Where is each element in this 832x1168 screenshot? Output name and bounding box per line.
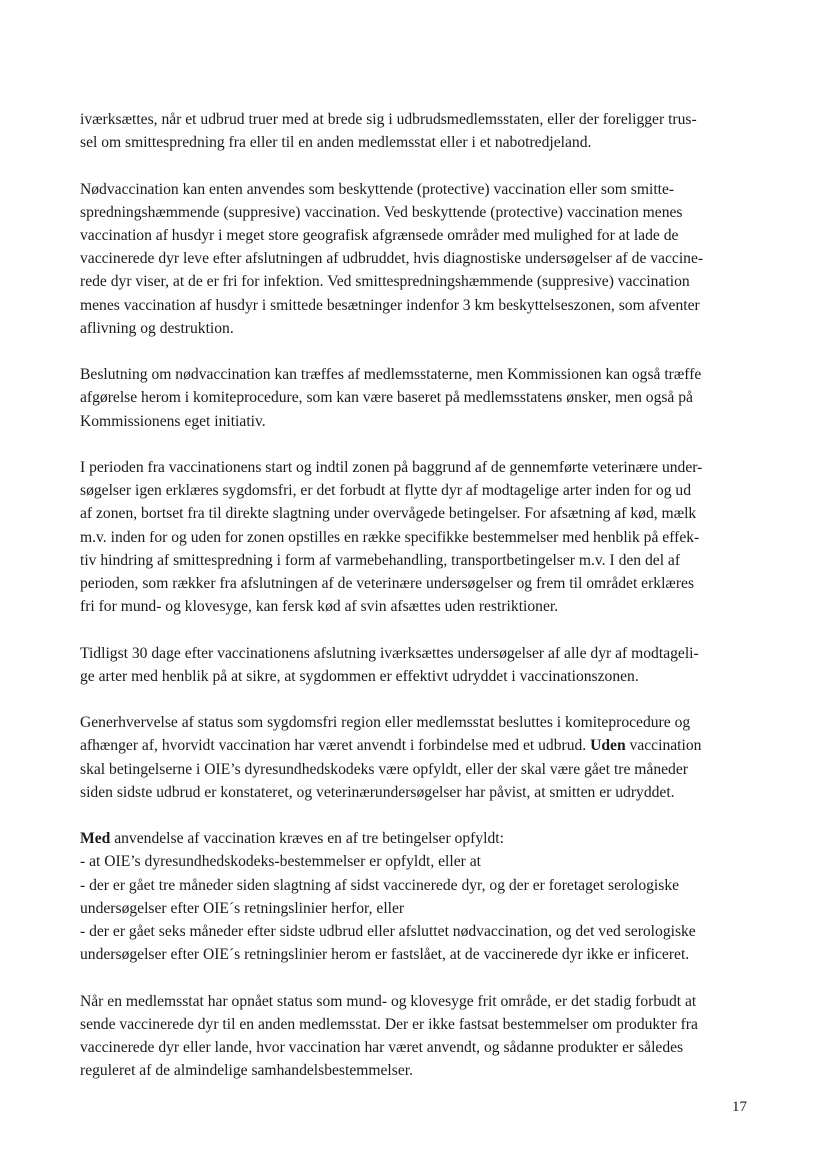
bold-keyword-med: Med [80,830,111,848]
text-line: vaccinerede dyr leve efter afslutningen af udbruddet, hvis diagnostiske undersøgelser af de vaccine- [80,250,704,268]
text-line: aflivning og destruktion. [80,319,234,337]
list-item: - at OIE’s dyresundhedskodeks-bestemmelser er opfyldt, eller at [80,853,481,871]
text-segment: anvendelse af vaccination kræves en af tre betingelser opfyldt: [114,830,504,848]
text-line: Beslutning om nødvaccination kan træffes af medlemsstaterne, men Kommissionen kan også træffe [80,366,702,384]
text-line [80,734,760,757]
paragraph-2 [80,178,760,340]
text-line: vaccination af husdyr i meget store geografisk afgrænsede områder med mulighed for at lade de [80,227,679,244]
text-line: søgelser igen erklæres sygdomsfri, er det forbudt at flytte dyr af modtagelige arter inden for og ud [80,482,692,500]
text-line: reguleret af de almindelige samhandelsbestemmelser. [80,1062,413,1080]
text-line: af zonen, bortset fra til direkte slagtning under overvågede betingelser. For afsætning af kød, mælk [80,505,697,523]
paragraph-1 [80,108,760,154]
document-body [80,108,760,1106]
text-line: siden sidste udbrud er konstateret, og veterinærundersøgelser har påvist, at smitten er udryddet. [80,783,675,801]
paragraph-5 [80,642,760,688]
list-item: - der er gået tre måneder siden slagtning af sidst vaccinerede dyr, og der er foretaget serologiske [80,876,680,894]
text-line: Tidligst 30 dage efter vaccinationens afslutning iværksættes undersøgelser af alle dyr af modtageli- [80,644,699,662]
text-line: fri for mund- og klovesyge, kan fersk kød af svin afsættes uden restriktioner. [80,598,559,616]
text-line [80,827,760,850]
text-line: spredningshæmmende (suppresive) vaccination. Ved beskyttende (protective) vaccination menes [80,203,683,221]
text-line: afgørelse herom i komiteprocedure, som kan være baseret på medlemsstatens ønsker, men også på [80,389,693,407]
page-number: 17 [732,1099,747,1115]
text-line: m.v. inden for og uden for zonen opstilles en række specifikke bestemmelser med henblik på effek- [80,528,700,546]
list-item: - der er gået seks måneder efter sidste udbrud eller afsluttet nødvaccination, og det ved serologiske [80,923,696,941]
text-line: ge arter med henblik på at sikre, at sygdommen er effektivt udryddet i vaccinationszonen. [80,667,639,685]
text-line: Når en medlemsstat har opnået status som mund- og klovesyge frit område, er det stadig forbudt at [80,992,697,1010]
text-line: Generhvervelse af status som sygdomsfri region eller medlemsstat besluttes i komiteprocedure og [80,714,691,732]
paragraph-8 [80,990,760,1083]
text-line: Kommissionens eget initiativ. [80,412,266,430]
text-line: sel om smittespredning fra eller til en anden medlemsstat eller i et nabotredjeland. [80,134,592,152]
text-segment: afhænger af, hvorvidt vaccination har været anvendt i forbindelse med et udbrud. [80,737,587,755]
bold-keyword-uden: Uden [590,737,626,755]
text-line: I perioden fra vaccinationens start og indtil zonen på baggrund af de gennemførte veterinære under- [80,459,703,476]
text-segment: vaccination [629,737,702,755]
text-line: Nødvaccination kan enten anvendes som beskyttende (protective) vaccination eller som smitte- [80,180,675,198]
paragraph-7 [80,827,760,966]
paragraph-4 [80,456,760,618]
text-line: sende vaccinerede dyr til en anden medlemsstat. Der er ikke fastsat bestemmelser om produkter fra [80,1015,698,1033]
text-line: vaccinerede dyr eller lande, hvor vaccination har været anvendt, og sådanne produkter er således [80,1039,684,1057]
text-line: skal betingelserne i OIE’s dyresundhedskodeks være opfyldt, eller der skal være gået tre måneder [80,760,688,778]
text-line: rede dyr viser, at de er fri for infektion. Ved smittespredningshæmmende (suppresive) vaccination [80,273,690,291]
text-line: iværksættes, når et udbrud truer med at brede sig i udbrudsmedlemsstaten, eller der foreligger trus- [80,111,697,128]
text-line: menes vaccination af husdyr i smittede besætninger indenfor 3 km beskyttelseszonen, som afventer [80,296,700,314]
text-line: tiv hindring af smittespredning i form af varmebehandling, transportbetingelser m.v. I den del af [80,551,681,569]
paragraph-3 [80,363,760,433]
text-line: undersøgelser efter OIE´s retningslinier herfor, eller [80,899,405,917]
paragraph-6 [80,711,760,804]
text-line: perioden, som rækker fra afslutningen af de veterinære undersøgelser og frem til området erklæres [80,575,695,593]
text-line: undersøgelser efter OIE´s retningslinier herom er fastslået, at de vaccinerede dyr ikke er inficeret. [80,946,690,964]
